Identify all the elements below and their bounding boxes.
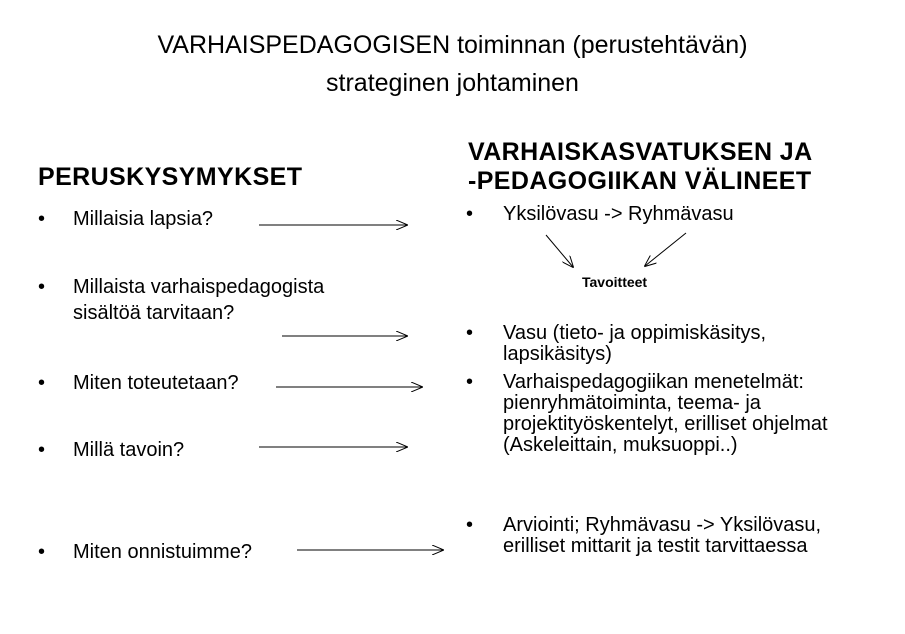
left-bullet-dot-4: •	[38, 439, 46, 461]
left-item-2-line-1: Millaista varhaispedagogista	[73, 276, 325, 298]
right-item-3-line-1: Varhaispedagogiikan menetelmät:	[503, 371, 804, 393]
left-item-2-line-2: sisältöä tarvitaan?	[73, 302, 235, 324]
left-bullet-dot-1: •	[38, 208, 46, 230]
right-item-3-line-2: pienryhmätoiminta, teema- ja	[503, 392, 761, 414]
right-item-1-line-1: Yksilövasu -> Ryhmävasu	[503, 203, 734, 225]
right-bullet-dot-1: •	[466, 203, 474, 225]
goal-label: Tavoitteet	[582, 274, 648, 290]
left-bullet-dot-2: •	[38, 276, 46, 298]
right-item-3-line-4: (Askeleittain, muksuoppi..)	[503, 434, 738, 456]
slide-title-line-1: VARHAISPEDAGOGISEN toiminnan (perustehtävän)	[157, 31, 748, 59]
left-item-3: Miten toteutetaan?	[73, 372, 239, 394]
arrow-ryhmavasu-to-goals	[645, 233, 686, 266]
left-bullet-dot-5: •	[38, 541, 46, 563]
right-bullet-dot-4: •	[466, 514, 474, 536]
left-item-1: Millaisia lapsia?	[73, 208, 214, 230]
right-item-2-line-1: Vasu (tieto- ja oppimiskäsitys,	[503, 322, 767, 344]
left-item-4: Millä tavoin?	[73, 439, 185, 461]
right-item-4-line-1: Arviointi; Ryhmävasu -> Yksilövasu,	[503, 514, 822, 536]
right-heading-line-2: -PEDAGOGIIKAN VÄLINEET	[468, 167, 812, 195]
arrow-yksilovasu-to-goals	[546, 235, 573, 267]
right-item-2-line-2: lapsikäsitys)	[503, 343, 612, 365]
right-bullet-dot-2: •	[466, 322, 474, 344]
right-item-3-line-3: projektityöskentelyt, erilliset ohjelmat	[503, 413, 828, 435]
slide-title-line-2: strateginen johtaminen	[326, 69, 579, 97]
left-bullet-dot-3: •	[38, 372, 46, 394]
right-bullet-dot-3: •	[466, 371, 474, 393]
left-item-5: Miten onnistuimme?	[73, 541, 252, 563]
right-heading-line-1: VARHAISKASVATUKSEN JA	[468, 138, 813, 166]
left-heading: PERUSKYSYMYKSET	[38, 163, 303, 191]
right-item-4-line-2: erilliset mittarit ja testit tarvittaessa	[503, 535, 808, 557]
